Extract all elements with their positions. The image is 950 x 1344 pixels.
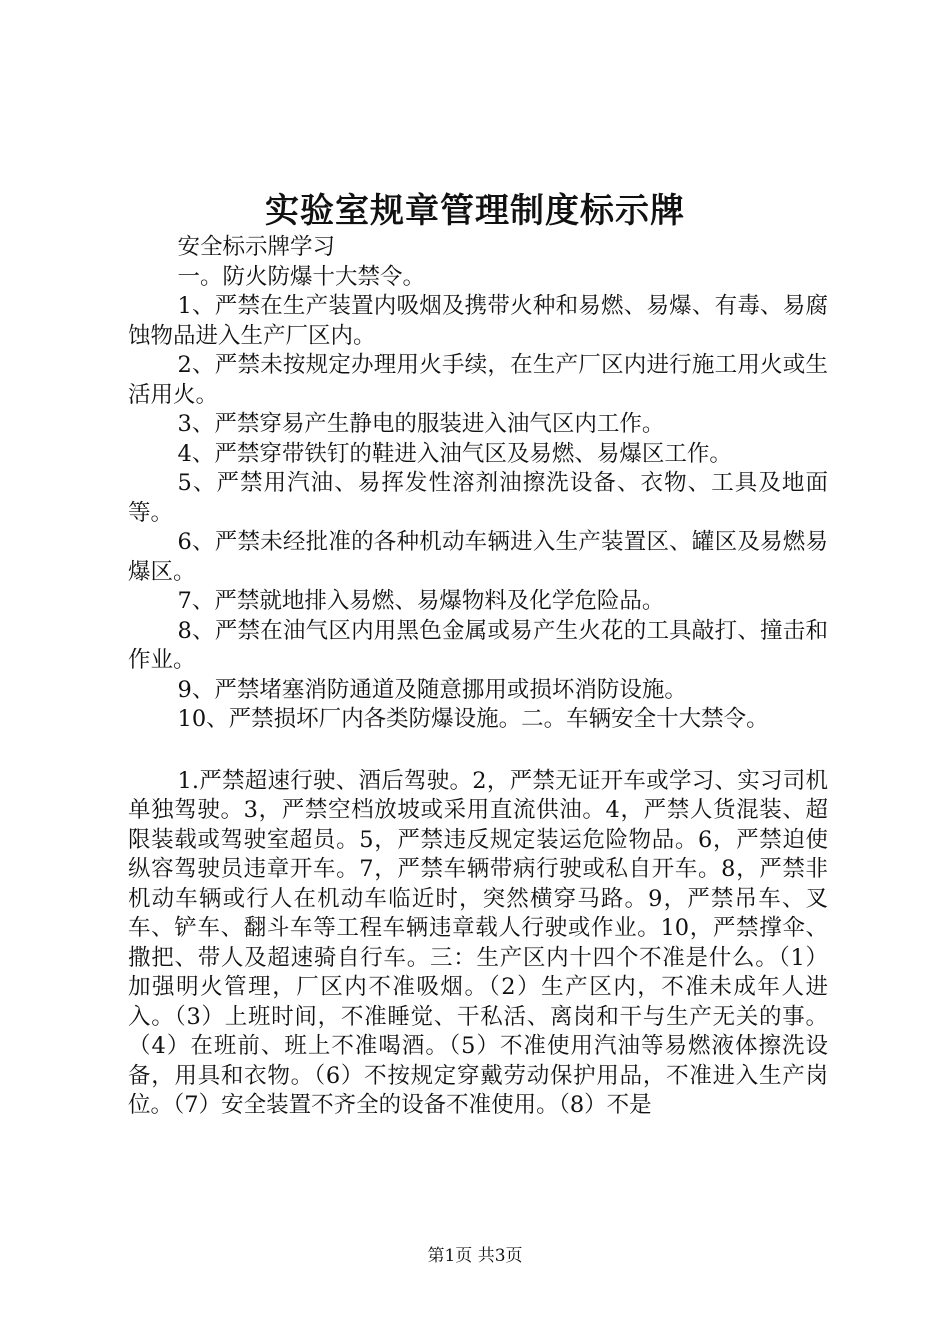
paragraph: 2、严禁未按规定办理用火手续，在生产厂区内进行施工用火或生活用火。 bbox=[128, 352, 828, 408]
paragraph: 7、严禁就地排入易燃、易爆物料及化学危险品。 bbox=[177, 588, 665, 614]
paragraph: 3、严禁穿易产生静电的服装进入油气区内工作。 bbox=[177, 411, 665, 437]
page-footer: 第1页 共3页 bbox=[427, 1246, 523, 1266]
paragraph: 一。防火防爆十大禁令。 bbox=[177, 263, 426, 290]
paragraph: 8、严禁在油气区内用黑色金属或易产生火花的工具敲打、撞击和作业。 bbox=[128, 617, 828, 673]
paragraph: 安全标示牌学习 bbox=[177, 234, 336, 260]
paragraph: 10、严禁损坏厂内各类防爆设施。二。车辆安全十大禁令。 bbox=[177, 706, 769, 732]
document-body bbox=[128, 233, 828, 1121]
paragraph: 5、严禁用汽油、易挥发性溶剂油擦洗设备、衣物、工具及地面等。 bbox=[128, 470, 828, 526]
document-title: 实验室规章管理制度标示牌 bbox=[265, 191, 685, 231]
paragraph-spacer bbox=[128, 735, 828, 767]
paragraph: 1、严禁在生产装置内吸烟及携带火种和易燃、易爆、有毒、易腐蚀物品进入生产厂区内。 bbox=[128, 293, 828, 349]
paragraph: 9、严禁堵塞消防通道及随意挪用或损坏消防设施。 bbox=[177, 676, 687, 703]
long-paragraph: 1.严禁超速行驶、酒后驾驶。2，严禁无证开车或学习、实习司机单独驾驶。3，严禁空档放坡或采用直流供油。4，严禁人货混装、超限装载或驾驶室超员。5，严禁违反规定装运危险物品。6，严禁迫使纵容驾驶员违章开车。7，严禁车辆带病行驶或私自开车。8，严禁非机动车辆或行人在机动车临近时，突然横穿马路。9，严禁吊车、叉车、铲车、翻斗车等工程车辆违章载人行驶或作业。10，严禁撑伞、撒把、带人及超速骑自行车。三：生产区内十四个不准是什么。（1）加强明火管理，厂区内不准吸烟。（2）生产区内，不准未成年人进入。（3）上班时间，不准睡觉、干私活、离岗和干与生产无关的事。（4）在班前、班上不准喝酒。（5）不准使用汽油等易燃液体擦洗设备，用具和衣物。（6）不按规定穿戴劳动保护用品，不准进入生产岗位。（7）安全装置不齐全的设备不准使用。（8）不是 bbox=[128, 767, 828, 1118]
paragraph: 4、严禁穿带铁钉的鞋进入油气区及易燃、易爆区工作。 bbox=[177, 440, 732, 467]
paragraph: 6、严禁未经批准的各种机动车辆进入生产装置区、罐区及易燃易爆区。 bbox=[128, 529, 828, 585]
